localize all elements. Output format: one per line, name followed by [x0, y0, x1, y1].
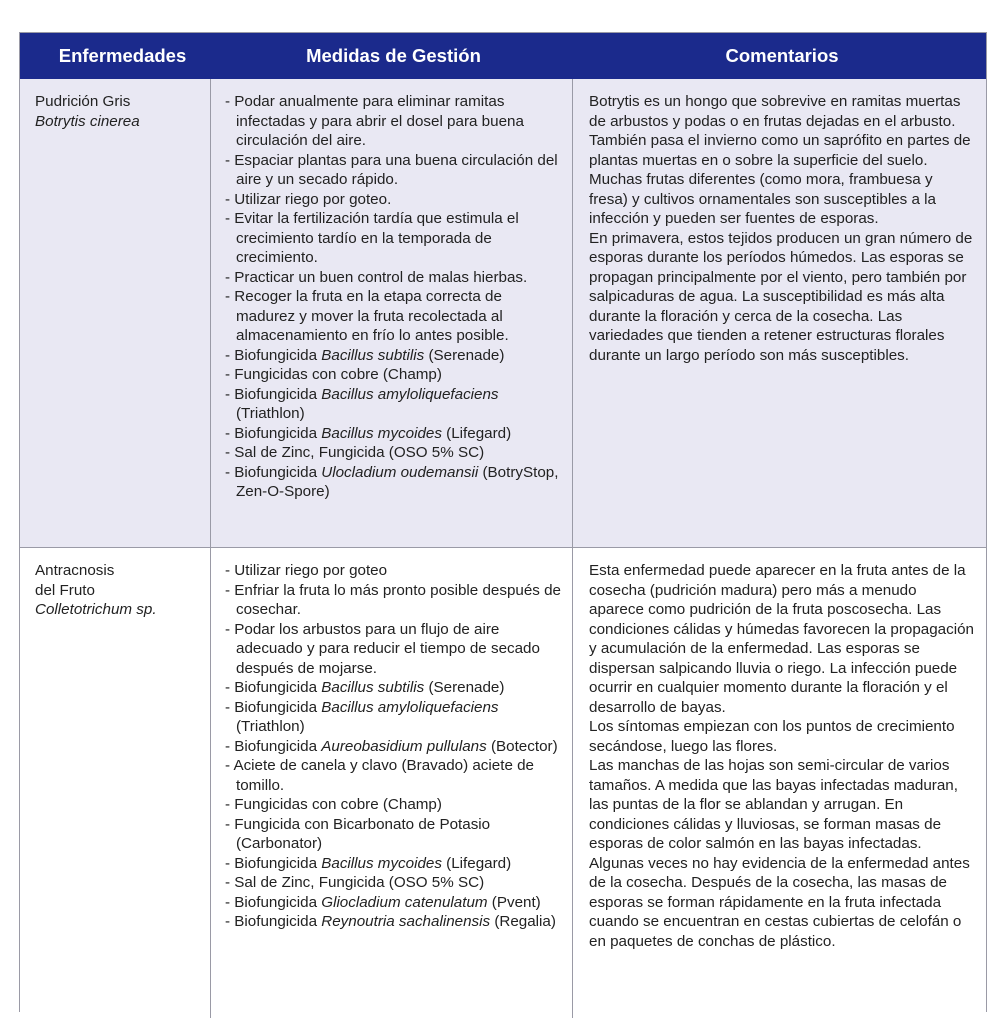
- measure-scientific-name: Bacillus subtilis: [321, 679, 425, 696]
- measure-item: [225, 385, 562, 424]
- measure-item: [225, 346, 562, 366]
- measure-text: Biofungicida: [234, 424, 322, 442]
- measure-scientific-name: Bacillus amyloliquefaciens: [321, 698, 499, 716]
- measure-text: Sal de Zinc, Fungicida (OSO 5% SC): [234, 874, 485, 891]
- measure-item: [225, 561, 562, 581]
- measure-item: [225, 268, 562, 288]
- measure-item: [225, 620, 562, 679]
- disease-name-line2: del Fruto: [35, 581, 95, 599]
- measure-scientific-name: Ulocladium oudemansii: [321, 463, 479, 481]
- measure-item: [225, 912, 562, 932]
- measure-item: [225, 424, 562, 444]
- measure-item: [225, 581, 562, 620]
- measure-scientific-name: Gliocladium catenulatum: [321, 893, 488, 911]
- comment-paragraph: En primavera, estos tejidos producen un gran número de esporas durante los períodos húmedos. Las esporas se propagan principalmente por el viento, pero también por salpicaduras de agua. La susceptibilidad es más alta durante la floración y cerca de la cosecha. Las variedades que tienden a retener estructuras florales durante un largo período son más susceptibles.: [589, 229, 973, 364]
- header-comentarios: Comentarios: [725, 45, 839, 66]
- measure-item: [225, 815, 562, 854]
- header-enfermedades: Enfermedades: [58, 45, 187, 66]
- header-medidas: Medidas de Gestión: [306, 45, 481, 66]
- measure-text: (Pvent): [487, 893, 541, 911]
- measure-text: Biofungicida: [234, 893, 322, 911]
- comment-paragraph: Botrytis es un hongo que sobrevive en ramitas muertas de arbustos y podas o en frutas dejadas en el arbusto. También pasa el invierno como un saprófito en partes de plantas muertas en o sobre la superficie del suelo. Muchas frutas diferentes (como mora, frambuesa y fresa) y cultivos ornamentales son susceptibles a la infección y pueden ser fuentes de esporas.: [589, 93, 971, 227]
- measure-text: Biofungicida: [234, 463, 322, 481]
- measure-text: (Regalia): [490, 913, 556, 930]
- measure-text: Utilizar riego por goteo: [234, 562, 388, 579]
- measure-scientific-name: Bacillus mycoides: [321, 424, 442, 442]
- comments-cell: [573, 548, 985, 1018]
- measure-text: Utilizar riego por goteo.: [234, 190, 392, 208]
- measure-text: Practicar un buen control de malas hierbas.: [234, 268, 528, 286]
- measure-text: Enfriar la fruta lo más pronto posible después de cosechar.: [234, 581, 561, 618]
- measure-text: (Triathlon): [236, 718, 305, 735]
- measure-text: Espaciar plantas para una buena circulación del aire y un secado rápido.: [234, 151, 558, 188]
- comment-paragraph: Las manchas de las hojas son semi-circular de varios tamaños. A medida que las bayas infectadas maduran, las puntas de la flor se ablandan y arrugan. En condiciones cálidas y lluviosas, se forman masas de esporas de color salmón en las bayas infectadas. Algunas veces no hay evidencia de la enfermedad antes de la cosecha. Después de la cosecha, las masas de esporas se forman rápidamente en la fruta infectada cuando se encuentran en cestas cubiertas de celofán o en paquetes de conchas de plástico.: [589, 757, 970, 950]
- measure-scientific-name: Reynoutria sachalinensis: [321, 913, 491, 930]
- measure-item: [225, 287, 562, 346]
- disease-scientific-name: Botrytis cinerea: [35, 112, 140, 130]
- measure-text: Biofungicida: [234, 385, 322, 403]
- measure-text: (Botector): [486, 737, 558, 755]
- measure-text: Evitar la fertilización tardía que estimula el crecimiento tardío en la temporada de crecimiento.: [234, 210, 519, 266]
- comments-cell: [573, 79, 985, 547]
- measure-item: [225, 893, 562, 913]
- measures-list: [225, 92, 562, 502]
- disease-cell: [20, 548, 210, 1018]
- measure-text: Aciete de canela y clavo (Bravado) aciete de tomillo.: [233, 757, 534, 794]
- measure-text: (Serenade): [424, 346, 505, 364]
- measure-text: (BotryStop, Zen-O-Spore): [236, 463, 559, 500]
- measure-item: [225, 854, 562, 874]
- measure-text: Podar anualmente para eliminar ramitas infectadas y para abrir el dosel para buena circulación del aire.: [234, 93, 524, 149]
- measure-item: [225, 737, 562, 757]
- measure-text: Sal de Zinc, Fungicida (OSO 5% SC): [234, 444, 485, 461]
- measure-text: Biofungicida: [234, 346, 322, 364]
- measure-item: [225, 756, 562, 795]
- table-row: [20, 79, 986, 548]
- measure-text: (Lifegard): [441, 424, 512, 442]
- measure-text: Biofungicida: [234, 854, 322, 872]
- measure-scientific-name: Aureobasidium pullulans: [321, 737, 487, 755]
- measure-item: [225, 190, 562, 210]
- measures-cell: [210, 548, 573, 1018]
- measure-text: (Triathlon): [236, 405, 305, 422]
- measure-item: [225, 698, 562, 737]
- measure-item: [225, 795, 562, 815]
- measure-item: [225, 92, 562, 151]
- measure-scientific-name: Bacillus amyloliquefaciens: [321, 385, 499, 403]
- measure-text: Fungicidas con cobre (Champ): [234, 796, 442, 813]
- disease-cell: [20, 79, 210, 547]
- measure-item: [225, 873, 562, 893]
- measure-text: Biofungicida: [234, 679, 322, 696]
- disease-name-line1: Antracnosis: [35, 562, 115, 579]
- measure-text: Biofungicida: [234, 698, 322, 716]
- measure-text: (Serenade): [424, 679, 505, 696]
- measure-text: Fungicidas con cobre (Champ): [234, 366, 442, 383]
- measure-item: [225, 151, 562, 190]
- measure-item: [225, 365, 562, 385]
- comment-paragraph: Los síntomas empiezan con los puntos de crecimiento secándose, luego las flores.: [589, 718, 955, 755]
- comment-paragraph: Esta enfermedad puede aparecer en la fruta antes de la cosecha (pudrición madura) pero más a menudo aparece como pudrición de la fruta poscosecha. Las condiciones cálidas y húmedas favorecen la propagación y acumulación de la enfermedad. Las esporas se dispersan salpicando lluvia o riego. La infección puede ocurrir en cualquier momento durante la floración y el desarrollo de bayas.: [589, 562, 974, 716]
- measures-list: [225, 561, 562, 932]
- measure-text: Biofungicida: [234, 737, 322, 755]
- disease-management-table: [19, 32, 987, 1012]
- table-row: [20, 548, 986, 1018]
- measure-scientific-name: Bacillus mycoides: [321, 854, 442, 872]
- disease-name: Pudrición Gris: [35, 93, 131, 110]
- measure-text: Biofungicida: [234, 913, 322, 930]
- measure-item: [225, 463, 562, 502]
- measure-text: (Lifegard): [441, 854, 512, 872]
- measure-scientific-name: Bacillus subtilis: [321, 346, 425, 364]
- measure-text: Recoger la fruta en la etapa correcta de madurez y mover la fruta recolectada al almacenamiento en frío lo antes posible.: [234, 288, 509, 344]
- measures-cell: [210, 79, 573, 547]
- measure-item: [225, 209, 562, 268]
- measure-text: Fungicida con Bicarbonato de Potasio (Carbonator): [234, 815, 491, 852]
- measure-text: Podar los arbustos para un flujo de aire adecuado y para reducir el tiempo de secado después de mojarse.: [234, 620, 540, 677]
- table-header: [20, 33, 986, 79]
- disease-scientific-name: Colletotrichum sp.: [35, 601, 157, 618]
- measure-item: [225, 443, 562, 463]
- measure-item: [225, 678, 562, 698]
